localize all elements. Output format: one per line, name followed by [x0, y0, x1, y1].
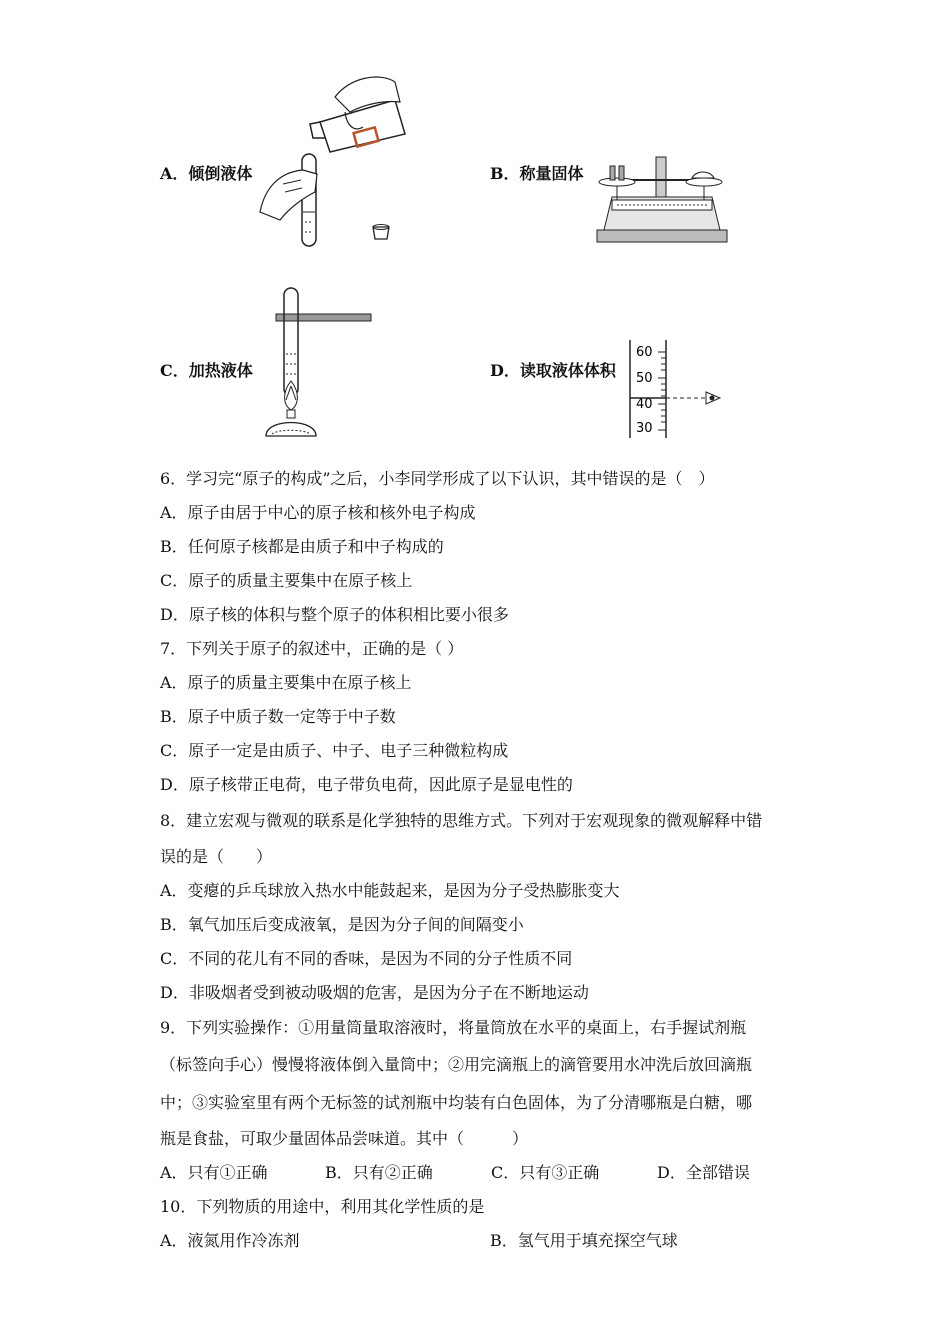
- q6-stem: 6．学习完“原子的构成”之后，小李同学形成了以下认识，其中错误的是（ ）: [160, 469, 715, 488]
- q6-option-c: C．原子的质量主要集中在原子核上: [160, 571, 413, 590]
- cylinder-tick-30: 30: [636, 421, 653, 436]
- heating-liquid-figure: [258, 286, 373, 446]
- graduated-cylinder-figure: [628, 338, 728, 440]
- cylinder-tick-60: 60: [636, 345, 653, 360]
- q6-option-a: A．原子由居于中心的原子核和核外电子构成: [160, 503, 476, 522]
- q8-option-a: A．变瘪的乒乓球放入热水中能鼓起来，是因为分子受热膨胀变大: [160, 881, 620, 900]
- q9-option-d: D．全部错误: [657, 1163, 750, 1182]
- q7-option-b: B．原子中质子数一定等于中子数: [160, 707, 396, 726]
- q7-option-a: A．原子的质量主要集中在原子核上: [160, 673, 412, 692]
- q9-stem-line-4: 瓶是食盐，可取少量固体品尝味道。其中（ ）: [160, 1129, 529, 1148]
- q9-stem-line-2: （标签向手心）慢慢将液体倒入量筒中；②用完滴瓶上的滴管要用水冲洗后放回滴瓶: [160, 1055, 753, 1074]
- q7-option-d: D．原子核带正电荷，电子带负电荷，因此原子是显电性的: [160, 775, 573, 794]
- q8-stem-line-2: 误的是（ ）: [160, 847, 273, 866]
- q8-option-d: D．非吸烟者受到被动吸烟的危害，是因为分子在不断地运动: [160, 983, 589, 1002]
- q8-option-b: B．氧气加压后变成液氧，是因为分子间的间隔变小: [160, 915, 524, 934]
- eye-icon: [710, 396, 715, 401]
- figure-option-d-label: D．读取液体体积: [490, 361, 616, 380]
- q10-option-b: B．氢气用于填充探空气球: [490, 1231, 678, 1250]
- q6-option-b: B．任何原子核都是由质子和中子构成的: [160, 537, 444, 556]
- balance-figure: [592, 152, 732, 247]
- q9-option-c: C．只有③正确: [491, 1163, 600, 1182]
- pouring-liquid-figure: [255, 72, 415, 252]
- q7-stem: 7．下列关于原子的叙述中，正确的是（ ）: [160, 639, 464, 658]
- figure-option-a-label: A．倾倒液体: [160, 164, 253, 183]
- q8-option-c: C．不同的花儿有不同的香味，是因为不同的分子性质不同: [160, 949, 573, 968]
- cylinder-tick-40: 40: [636, 397, 653, 412]
- q9-stem-line-1: 9．下列实验操作：①用量筒量取溶液时，将量筒放在水平的桌面上，右手握试剂瓶: [160, 1018, 747, 1037]
- q7-option-c: C．原子一定是由质子、中子、电子三种微粒构成: [160, 741, 509, 760]
- q9-option-b: B．只有②正确: [325, 1163, 433, 1182]
- cylinder-tick-50: 50: [636, 371, 653, 386]
- q10-option-a: A．液氮用作冷冻剂: [160, 1231, 300, 1250]
- figure-option-c-label: C．加热液体: [160, 361, 253, 380]
- q8-stem-line-1: 8．建立宏观与微观的联系是化学独特的思维方式。下列对于宏观现象的微观解释中错: [160, 811, 763, 830]
- q9-stem-line-3: 中；③实验室里有两个无标签的试剂瓶中均装有白色固体，为了分清哪瓶是白糖，哪: [160, 1093, 753, 1112]
- q10-stem: 10．下列物质的用途中，利用其化学性质的是: [160, 1197, 485, 1216]
- figure-option-b-label: B．称量固体: [490, 164, 584, 183]
- q6-option-d: D．原子核的体积与整个原子的体积相比要小很多: [160, 605, 509, 624]
- q9-option-a: A．只有①正确: [160, 1163, 268, 1182]
